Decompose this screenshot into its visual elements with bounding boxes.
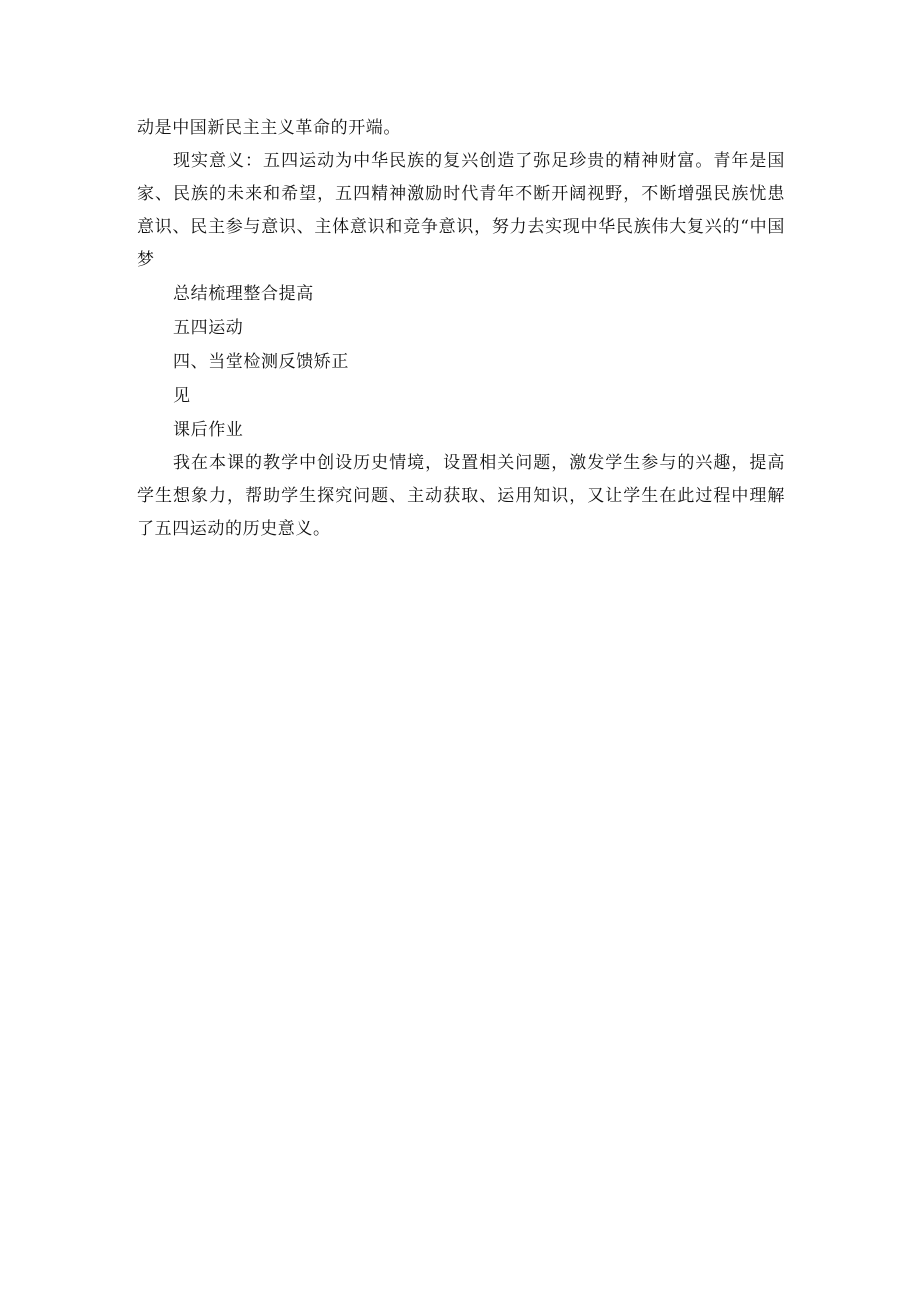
heading-classroom-test: 四、当堂检测反馈矫正 (173, 352, 349, 372)
heading-homework: 课后作业 (173, 420, 244, 440)
paragraph-reflection: 我在本课的教学中创设历史情境，设置相关问题，激发学生参与的兴趣，提高学生想象力，帮助学生探究问题、主动获取、运用知识，又让学生在此过程中理解了五四运动的历史意义。 (137, 453, 785, 539)
line-see: 见 (173, 386, 191, 406)
heading-may-fourth: 五四运动 (173, 318, 244, 338)
paragraph-continuation: 动是中国新民主主义革命的开端。 (137, 118, 401, 138)
paragraph-practical-significance: 现实意义：五四运动为中华民族的复兴创造了弥足珍贵的精神财富。青年是国家、民族的未来和希望，五四精神激励时代青年不断开阔视野，不断增强民族忧患意识、民主参与意识、主体意识和竞争意识，努力去实现中华民族伟大复兴的“中国梦 (137, 151, 785, 270)
document-body (137, 112, 785, 546)
heading-summary: 总结梳理整合提高 (173, 284, 314, 304)
